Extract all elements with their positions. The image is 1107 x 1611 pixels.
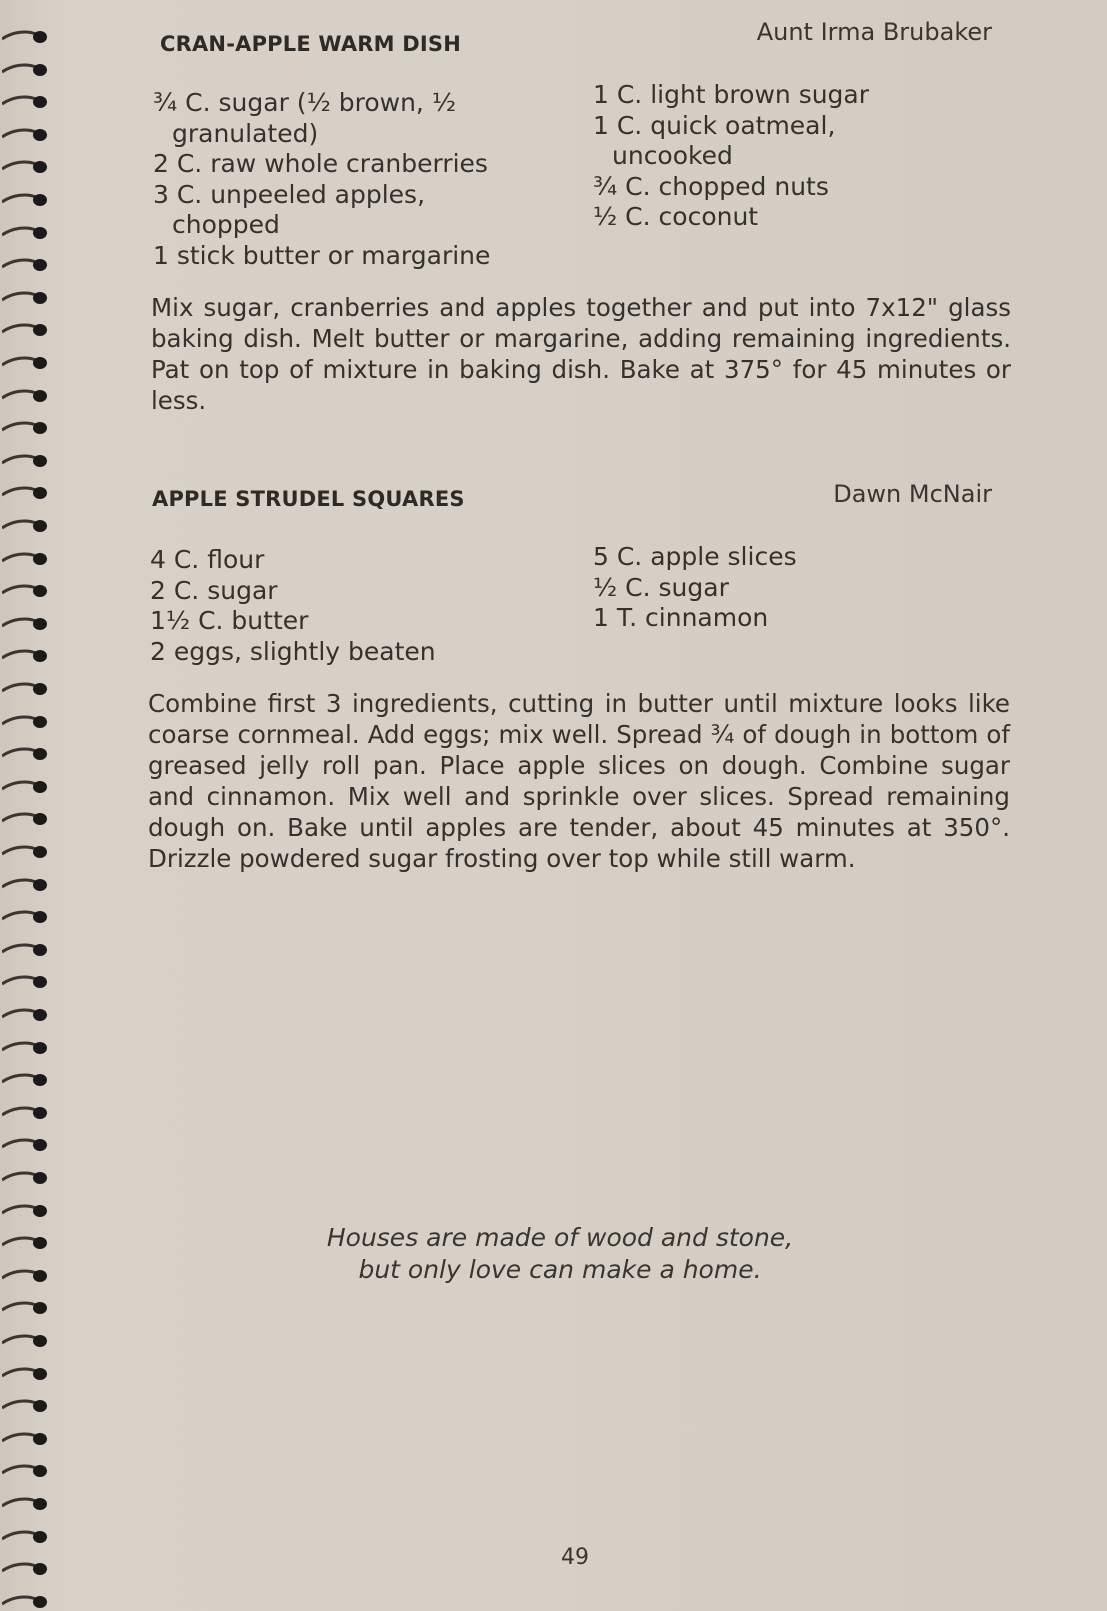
- ingredient: ½ C. coconut: [593, 202, 759, 231]
- spiral-coil: [2, 517, 50, 535]
- spiral-coil: [2, 1071, 50, 1089]
- ingredients-left-cran-apple: [153, 88, 553, 271]
- spiral-coil: [2, 1202, 50, 1220]
- spiral-coil: [2, 843, 50, 861]
- spiral-coil: [2, 973, 50, 991]
- spiral-coil: [2, 1462, 50, 1480]
- spiral-coil: [2, 713, 50, 731]
- ingredient: 1 C. light brown sugar: [593, 80, 870, 109]
- spiral-coil: [2, 387, 50, 405]
- ingredient: 5 C. apple slices: [593, 542, 797, 571]
- spiral-coil: [2, 810, 50, 828]
- spiral-coil: [2, 1039, 50, 1057]
- spiral-coil: [2, 61, 50, 79]
- spiral-coil: [2, 321, 50, 339]
- spiral-coil: [2, 941, 50, 959]
- spiral-coil: [2, 452, 50, 470]
- spiral-coil: [2, 647, 50, 665]
- recipe-title-cran-apple: CRAN-APPLE WARM DISH: [160, 32, 461, 56]
- spiral-coil: [2, 419, 50, 437]
- quote-line: Houses are made of wood and stone,: [326, 1223, 794, 1252]
- spiral-coil: [2, 1430, 50, 1448]
- spiral-coil: [2, 908, 50, 926]
- spiral-coil: [2, 582, 50, 600]
- spiral-coil: [2, 615, 50, 633]
- page-number: 49: [561, 1545, 589, 1570]
- spiral-coil: [2, 1136, 50, 1154]
- spiral-coil: [2, 224, 50, 242]
- ingredient: 2 eggs, slightly beaten: [150, 636, 436, 666]
- spiral-binding: [0, 0, 70, 1600]
- spiral-coil: [2, 1495, 50, 1513]
- ingredient: 1½ C. butter: [150, 606, 309, 635]
- spiral-coil: [2, 1365, 50, 1383]
- spiral-coil: [2, 550, 50, 568]
- spiral-coil: [2, 1006, 50, 1024]
- spiral-coil: [2, 1593, 50, 1611]
- ingredient: 2 C. raw whole cranberries: [153, 149, 488, 178]
- spiral-coil: [2, 1299, 50, 1317]
- spiral-coil: [2, 1528, 50, 1546]
- quote-line: but only love can make a home.: [358, 1255, 762, 1284]
- ingredient: 3 C. unpeeled apples, chopped: [153, 179, 426, 239]
- spiral-coil: [2, 1332, 50, 1350]
- ingredient: ½ C. sugar: [593, 572, 729, 602]
- spiral-coil: [2, 191, 50, 209]
- ingredient: ¾ C. chopped nuts: [593, 171, 829, 201]
- spiral-coil: [2, 93, 50, 111]
- recipe-title-apple-strudel: APPLE STRUDEL SQUARES: [152, 487, 465, 511]
- ingredients-right-cran-apple: [593, 80, 893, 233]
- ingredient: 2 C. sugar: [150, 575, 278, 605]
- spiral-coil: [2, 876, 50, 894]
- ingredient: 4 C. flour: [150, 545, 265, 574]
- spiral-coil: [2, 745, 50, 763]
- spiral-coil: [2, 1169, 50, 1187]
- spiral-coil: [2, 256, 50, 274]
- spiral-coil: [2, 778, 50, 796]
- spiral-coil: [2, 680, 50, 698]
- spiral-coil: [2, 1267, 50, 1285]
- recipe-contributor-apple-strudel: Dawn McNair: [833, 480, 992, 508]
- spiral-coil: [2, 1560, 50, 1578]
- instructions-cran-apple: Mix sugar, cranberries and apples together and put into 7x12" glass baking dish. Melt butter or margarine, adding remaining ingredients. Pat on top of mixture in baking dish. Bake at 375° for 45 minutes or less.: [151, 293, 1011, 415]
- spiral-coil: [2, 158, 50, 176]
- instructions-apple-strudel: Combine first 3 ingredients, cutting in butter until mixture looks like coarse cornmeal. Add eggs; mix well. Spread ¾ of dough in bottom of greased jelly roll pan. Place apple slices on dough. Combine sugar and cinnamon. Mix well and sprinkle over slices. Spread remaining dough on. Bake until apples are tender, about 45 minutes at 350°. Drizzle powdered sugar frosting over top while still warm.: [148, 689, 1010, 873]
- spiral-coil: [2, 126, 50, 144]
- ingredient: 1 stick butter or margarine: [153, 240, 491, 270]
- spiral-coil: [2, 289, 50, 307]
- spiral-coil: [2, 1234, 50, 1252]
- recipe-contributor-cran-apple: Aunt Irma Brubaker: [756, 18, 992, 46]
- spiral-coil: [2, 28, 50, 46]
- ingredients-right-apple-strudel: [593, 542, 913, 634]
- quote: [260, 1222, 860, 1286]
- ingredient: 1 C. quick oatmeal, uncooked: [593, 110, 836, 170]
- spiral-coil: [2, 1104, 50, 1122]
- spiral-coil: [2, 354, 50, 372]
- ingredient: 1 T. cinnamon: [593, 603, 769, 632]
- spiral-coil: [2, 1397, 50, 1415]
- ingredients-left-apple-strudel: [150, 545, 570, 667]
- spiral-coil: [2, 484, 50, 502]
- ingredient: ¾ C. sugar (½ brown, ½ granulated): [153, 88, 457, 148]
